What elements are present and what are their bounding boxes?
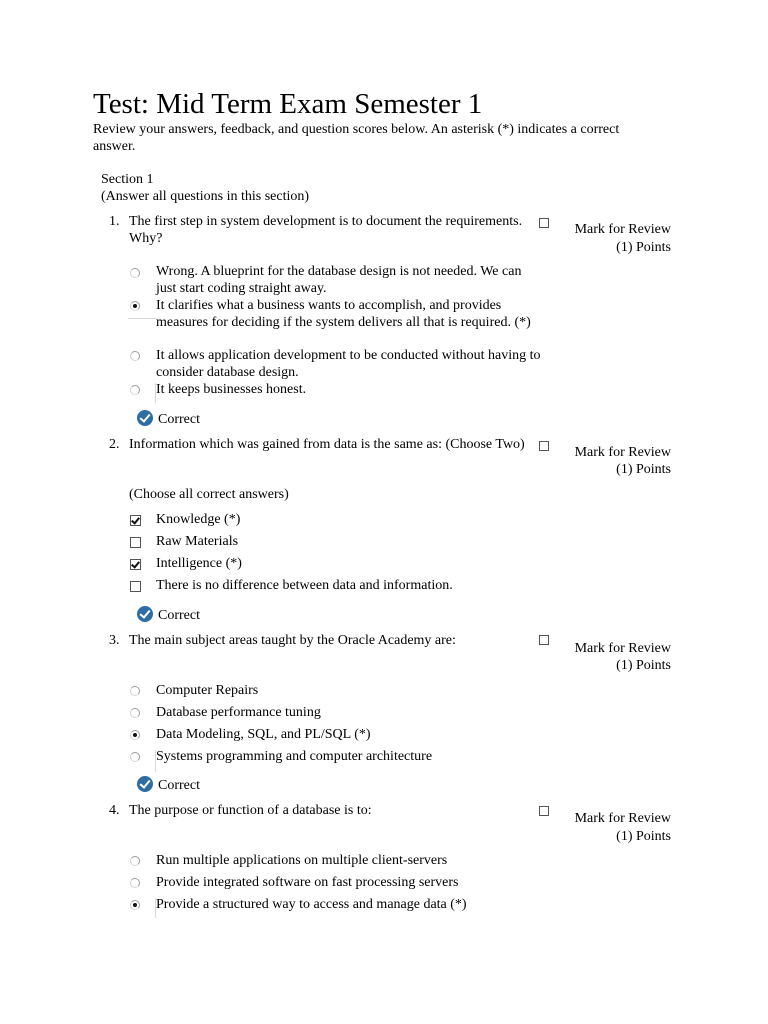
section-label: Section 1 bbox=[101, 172, 154, 187]
answer-radio[interactable] bbox=[130, 856, 140, 866]
answer-radio[interactable] bbox=[130, 752, 140, 762]
question-number: 3. bbox=[109, 633, 120, 648]
answer-option: Wrong. A blueprint for the database design is not needed. We can just start coding straight away. bbox=[156, 264, 522, 296]
answer-checkbox-checked[interactable] bbox=[130, 559, 141, 570]
question-text: The first step in system development is to document the requirements. Why? bbox=[129, 214, 523, 246]
feedback-text: Correct bbox=[158, 412, 200, 427]
answer-option: Run multiple applications on multiple client-servers bbox=[156, 853, 448, 868]
choose-instructions: (Choose all correct answers) bbox=[129, 487, 289, 502]
answer-radio[interactable] bbox=[130, 686, 140, 696]
answer-option: There is no difference between data and information. bbox=[156, 578, 453, 593]
question-number: 2. bbox=[109, 437, 120, 452]
answer-radio[interactable] bbox=[130, 385, 140, 395]
answer-option: It allows application development to be conducted without having to consider database design. bbox=[156, 348, 541, 380]
answer-option: Data Modeling, SQL, and PL/SQL (*) bbox=[156, 727, 371, 742]
answer-option: Provide integrated software on fast processing servers bbox=[156, 875, 459, 890]
answer-option: Intelligence (*) bbox=[156, 556, 242, 571]
answer-radio[interactable] bbox=[130, 878, 140, 888]
answer-checkbox[interactable] bbox=[130, 537, 141, 548]
correct-check-icon bbox=[137, 410, 153, 426]
answer-option: Knowledge (*) bbox=[156, 512, 241, 527]
mark-for-review-label: Mark for Review bbox=[574, 811, 671, 826]
feedback-text: Correct bbox=[158, 608, 200, 623]
mark-for-review-label: Mark for Review bbox=[574, 222, 671, 237]
mark-for-review-label: Mark for Review bbox=[574, 641, 671, 656]
answer-radio-selected[interactable] bbox=[130, 730, 140, 740]
answer-option: It clarifies what a business wants to accomplish, and provides measures for deciding if the system delivers all that is required. (*) bbox=[156, 298, 531, 330]
answer-option: Systems programming and computer architecture bbox=[156, 749, 433, 764]
section-subtitle: (Answer all questions in this section) bbox=[101, 189, 310, 204]
instructions-text: Review your answers, feedback, and question scores below. An asterisk (*) indicates a correct answer. bbox=[93, 122, 620, 154]
answer-radio[interactable] bbox=[130, 351, 140, 361]
answer-radio-selected[interactable] bbox=[130, 900, 140, 910]
answer-checkbox[interactable] bbox=[130, 581, 141, 592]
feedback-text: Correct bbox=[158, 778, 200, 793]
question-number: 4. bbox=[109, 803, 120, 818]
answer-radio[interactable] bbox=[130, 268, 140, 278]
points-label: (1) Points bbox=[616, 240, 671, 255]
mark-for-review-label: Mark for Review bbox=[574, 445, 671, 460]
answer-radio-selected[interactable] bbox=[130, 301, 140, 311]
question-text: The main subject areas taught by the Oracle Academy are: bbox=[129, 633, 456, 648]
question-text: Information which was gained from data is the same as: (Choose Two) bbox=[129, 437, 525, 452]
correct-check-icon bbox=[137, 606, 153, 622]
points-label: (1) Points bbox=[616, 658, 671, 673]
question-number: 1. bbox=[109, 214, 120, 229]
answer-checkbox-checked[interactable] bbox=[130, 515, 141, 526]
answer-option: It keeps businesses honest. bbox=[156, 382, 307, 397]
correct-check-icon bbox=[137, 776, 153, 792]
points-label: (1) Points bbox=[616, 829, 671, 844]
points-label: (1) Points bbox=[616, 462, 671, 477]
option-divider bbox=[128, 318, 156, 319]
answer-option: Raw Materials bbox=[156, 534, 239, 549]
answer-radio[interactable] bbox=[130, 708, 140, 718]
answer-option: Computer Repairs bbox=[156, 683, 259, 698]
answer-option: Provide a structured way to access and manage data (*) bbox=[156, 897, 467, 912]
question-text: The purpose or function of a database is to: bbox=[129, 803, 372, 818]
answer-option: Database performance tuning bbox=[156, 705, 321, 720]
page-title: Test: Mid Term Exam Semester 1 bbox=[93, 88, 483, 120]
